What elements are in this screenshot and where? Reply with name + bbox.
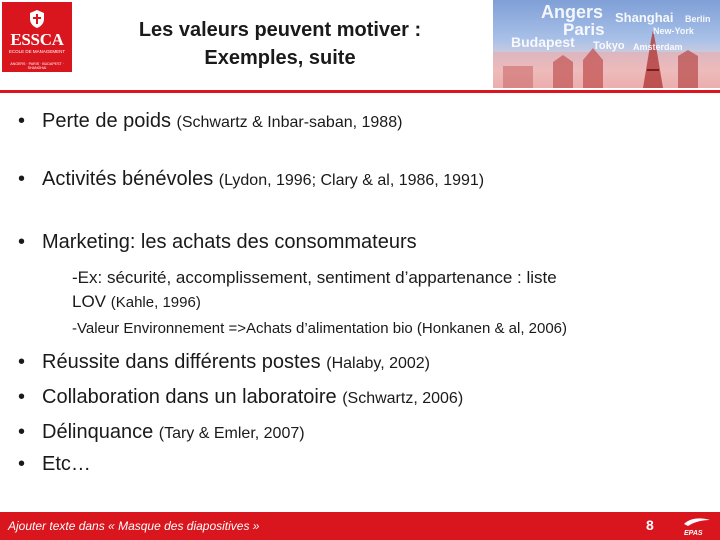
sub-item-reference: (Kahle, 1996) xyxy=(110,294,201,311)
epas-label: EPAS xyxy=(684,530,703,537)
logo-tagline: ECOLE DE MANAGEMENT xyxy=(8,49,66,54)
bullet-reference: (Schwartz & Inbar-saban, 1988) xyxy=(176,114,403,131)
bullet-reference: (Tary & Emler, 2007) xyxy=(158,425,305,442)
bullet-item xyxy=(18,421,305,444)
bullet-item xyxy=(18,386,463,409)
header-city-collage xyxy=(493,0,720,88)
crest-icon xyxy=(27,9,47,29)
bullet-text: Etc… xyxy=(42,453,91,475)
city-label-amsterdam: Amsterdam xyxy=(633,42,683,52)
bullet-reference: (Lydon, 1996; Clary & al, 1986, 1991) xyxy=(218,172,485,189)
bullet-item xyxy=(18,231,417,254)
epas-logo-icon xyxy=(676,514,716,538)
header-divider xyxy=(0,90,720,93)
page-number: 8 xyxy=(646,517,654,533)
bullet-glyph: • xyxy=(18,421,26,443)
footer-text: Ajouter texte dans « Masque des diapositives » xyxy=(8,519,260,533)
sub-item-text: -Valeur Environnement =>Achats d’alimentation bio xyxy=(72,320,417,337)
sub-item-reference: (Honkanen & al, 2006) xyxy=(416,320,568,337)
bullet-text: Activités bénévoles xyxy=(42,168,219,190)
bullet-item xyxy=(18,351,430,374)
bullet-glyph: • xyxy=(18,351,26,373)
bullet-text: Réussite dans différents postes xyxy=(42,351,327,373)
bullet-glyph: • xyxy=(18,453,26,475)
bullet-text: Perte de poids xyxy=(42,110,177,132)
city-label-berlin: Berlin xyxy=(685,14,711,24)
slide-title xyxy=(80,16,480,72)
city-label-angers: Angers xyxy=(541,2,604,22)
logo-brand: ESSCA xyxy=(10,30,64,49)
sub-item-line1: -Ex: sécurité, accomplissement, sentiment d’appartenance : liste xyxy=(72,268,557,287)
bullet-text: Délinquance xyxy=(42,421,159,443)
city-label-paris: Paris xyxy=(563,20,605,39)
bullet-glyph: • xyxy=(18,110,26,132)
footer-bar xyxy=(0,512,720,540)
bullet-text: Collaboration dans un laboratoire xyxy=(42,386,343,408)
slide-title-line2: Exemples, suite xyxy=(204,47,356,69)
bullet-reference: (Schwartz, 2006) xyxy=(342,390,464,407)
sub-item xyxy=(72,266,557,315)
sub-item-line2: LOV xyxy=(72,292,111,311)
city-label-newyork: New-York xyxy=(653,26,694,36)
essca-logo xyxy=(2,2,72,72)
slide-title-line1: Les valeurs peuvent motiver : xyxy=(138,19,422,41)
bullet-text: Marketing: les achats des consommateurs xyxy=(42,231,417,253)
sub-item xyxy=(72,320,567,337)
bullet-reference: (Halaby, 2002) xyxy=(326,355,431,372)
bullet-item xyxy=(18,453,91,476)
bullet-glyph: • xyxy=(18,386,26,408)
city-label-budapest: Budapest xyxy=(511,34,575,50)
logo-cities-strip: ANGERS · PARIS · BUDAPEST · SHANGHAI xyxy=(10,62,64,70)
bullet-glyph: • xyxy=(18,168,26,190)
bullet-item xyxy=(18,110,402,133)
bullet-glyph: • xyxy=(18,231,26,253)
city-label-shanghai: Shanghai xyxy=(615,10,674,25)
city-label-tokyo: Tokyo xyxy=(593,40,625,52)
bullet-item xyxy=(18,168,484,191)
